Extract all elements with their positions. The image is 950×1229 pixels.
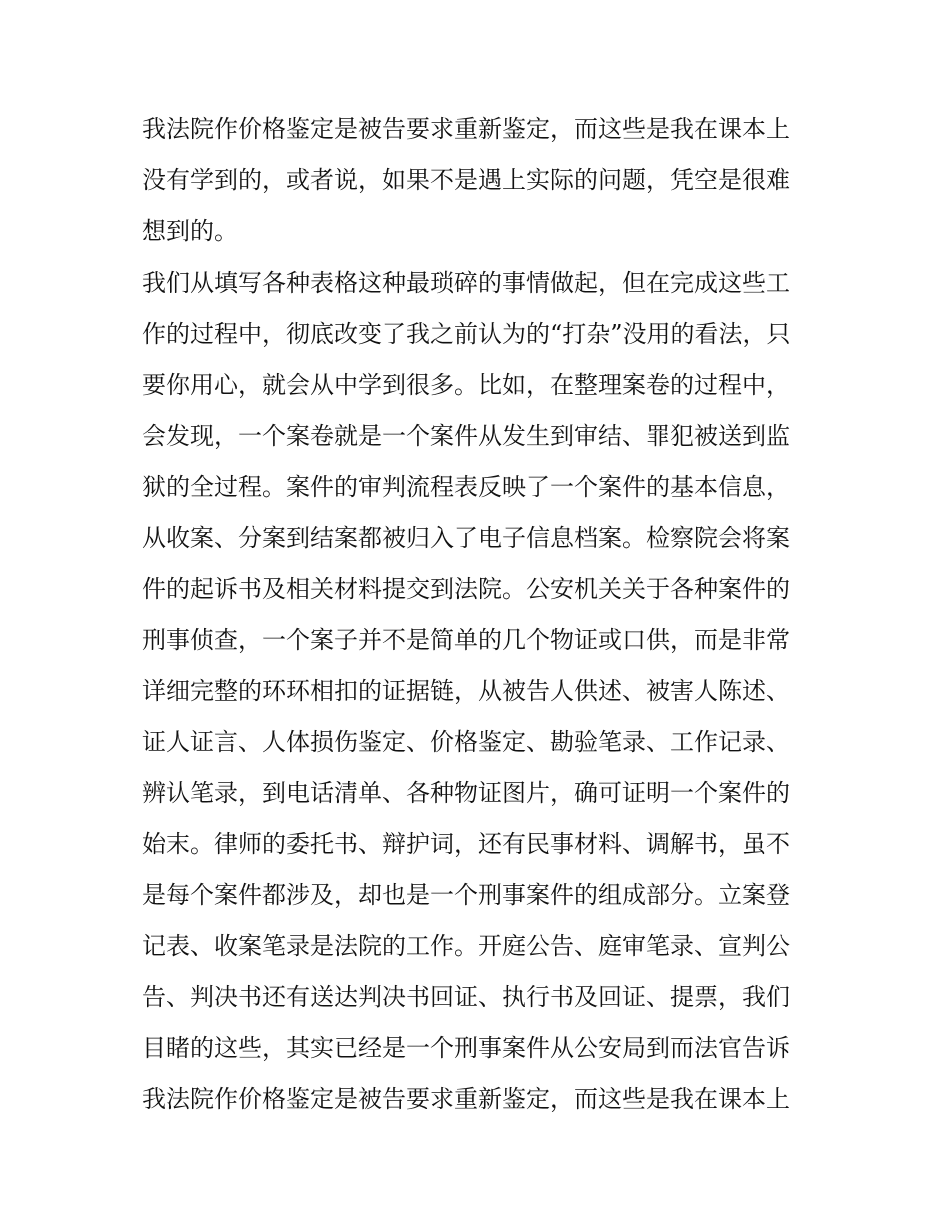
text-line: 始末。律师的委托书、辩护词，还有民事材料、调解书，虽不 xyxy=(142,830,790,858)
paragraph-2 xyxy=(142,258,814,1125)
text-line: 会发现，一个案卷就是一个案件从发生到审结、罪犯被送到监 xyxy=(142,422,790,450)
text-line: 目睹的这些，其实已经是一个刑事案件从公安局到而法官告诉 xyxy=(142,1034,790,1062)
text-line: 详细完整的环环相扣的证据链，从被告人供述、被害人陈述、 xyxy=(142,677,790,705)
text-line: 我法院作价格鉴定是被告要求重新鉴定，而这些是我在课本上 xyxy=(142,115,790,143)
text-line: 狱的全过程。案件的审判流程表反映了一个案件的基本信息， xyxy=(142,473,790,501)
text-line: 告、判决书还有送达判决书回证、执行书及回证、提票，我们 xyxy=(142,983,790,1011)
text-line: 证人证言、人体损伤鉴定、价格鉴定、勘验笔录、工作记录、 xyxy=(142,728,790,756)
text-line: 作的过程中，彻底改变了我之前认为的“打杂”没用的看法，只 xyxy=(142,320,791,348)
text-line: 件的起诉书及相关材料提交到法院。公安机关关于各种案件的 xyxy=(142,575,790,603)
text-line: 要你用心，就会从中学到很多。比如，在整理案卷的过程中， xyxy=(142,371,790,399)
text-line: 没有学到的，或者说，如果不是遇上实际的问题，凭空是很难 xyxy=(142,166,790,194)
text-line: 从收案、分案到结案都被归入了电子信息档案。检察院会将案 xyxy=(142,524,790,552)
text-line: 辨认笔录，到电话清单、各种物证图片，确可证明一个案件的 xyxy=(142,779,790,807)
text-line: 记表、收案笔录是法院的工作。开庭公告、庭审笔录、宣判公 xyxy=(142,932,790,960)
text-line: 我法院作价格鉴定是被告要求重新鉴定，而这些是我在课本上 xyxy=(142,1085,790,1113)
text-line: 我们从填写各种表格这种最琐碎的事情做起，但在完成这些工 xyxy=(142,269,790,297)
paragraph-1 xyxy=(142,104,814,257)
text-line: 想到的。 xyxy=(142,217,238,245)
text-line: 是每个案件都涉及，却也是一个刑事案件的组成部分。立案登 xyxy=(142,881,790,909)
text-line: 刑事侦查，一个案子并不是简单的几个物证或口供，而是非常 xyxy=(142,626,790,654)
